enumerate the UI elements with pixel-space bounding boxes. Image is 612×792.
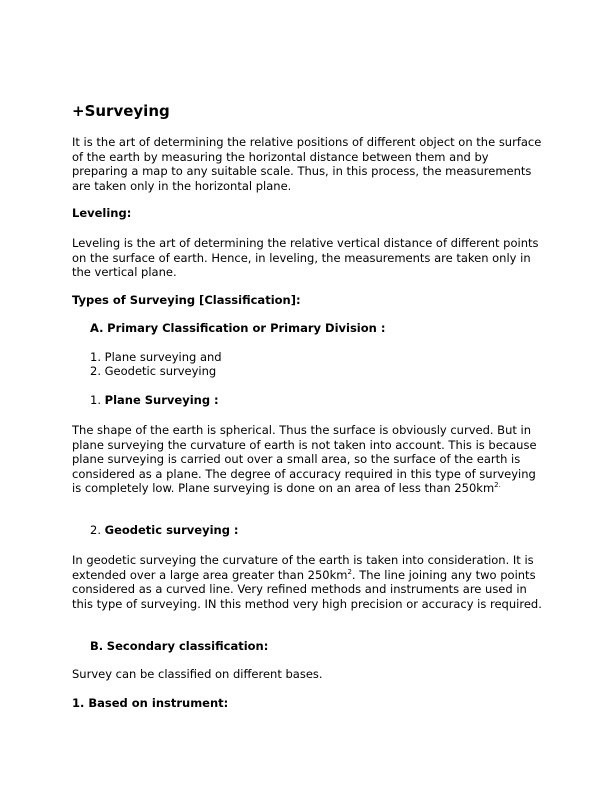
plane-label: Plane Surveying : bbox=[104, 393, 219, 407]
secondary-classification-heading bbox=[90, 639, 268, 653]
secondary-letter: B. bbox=[90, 639, 104, 653]
geodetic-surveying-heading bbox=[90, 523, 239, 537]
geodetic-label: Geodetic surveying : bbox=[104, 523, 239, 537]
secondary-label: Secondary classification: bbox=[106, 639, 269, 653]
page-title: +Surveying bbox=[72, 102, 170, 120]
primary-classification-heading bbox=[90, 321, 385, 335]
list-number: 1. bbox=[90, 350, 101, 364]
primary-label: Primary Classification or Primary Division : bbox=[107, 321, 386, 335]
geodetic-text-b: . The line joining any two points considered as a curved line. Very refined methods and instruments are used in this type of surveying. IN this method very high precision or accuracy is required. bbox=[72, 567, 542, 611]
plane-number: 1. bbox=[90, 393, 101, 407]
geodetic-text-a: In geodetic surveying the curvature of the earth is taken into consideration. It is extended over a large area greater than 250km bbox=[72, 553, 534, 582]
secondary-paragraph: Survey can be classified on different bases. bbox=[72, 667, 323, 681]
list-item bbox=[90, 350, 222, 364]
geodetic-number: 2. bbox=[90, 523, 101, 537]
list-number: 2. bbox=[90, 364, 101, 378]
primary-letter: A. bbox=[90, 321, 104, 335]
plane-text: The shape of the earth is spherical. Thus the surface is obviously curved. But in plane surveying the curvature of earth is not taken into account. This is because plane surveying is carried out over a small area, so the surface of the earth is considered as a plane. The degree of accuracy required in this type of surveying is completely low. Plane surveying is done on an area of less than 250km bbox=[72, 423, 537, 496]
geodetic-superscript: 2 bbox=[347, 567, 352, 576]
leveling-paragraph: Leveling is the art of determining the relative vertical distance of different points on the surface of earth. Hence, in leveling, the measurements are taken only in the vertical plane. bbox=[72, 236, 539, 280]
list-item bbox=[90, 364, 216, 378]
types-heading: Types of Surveying [Classification]: bbox=[72, 293, 301, 307]
geodetic-surveying-paragraph bbox=[72, 553, 542, 611]
plane-surveying-paragraph bbox=[72, 423, 542, 496]
list-text: Geodetic surveying bbox=[104, 364, 217, 378]
intro-paragraph: It is the art of determining the relative positions of different object on the surface of the earth by measuring the horizontal distance between them and by preparing a map to any suitable scale. Thus, in this process, the measurements are taken only in the horizontal plane. bbox=[72, 135, 542, 193]
list-text: Plane surveying and bbox=[104, 350, 222, 364]
plane-superscript: 2. bbox=[494, 481, 501, 490]
plane-surveying-heading bbox=[90, 393, 219, 407]
instrument-heading: 1. Based on instrument: bbox=[72, 696, 229, 710]
leveling-heading: Leveling: bbox=[72, 206, 132, 220]
